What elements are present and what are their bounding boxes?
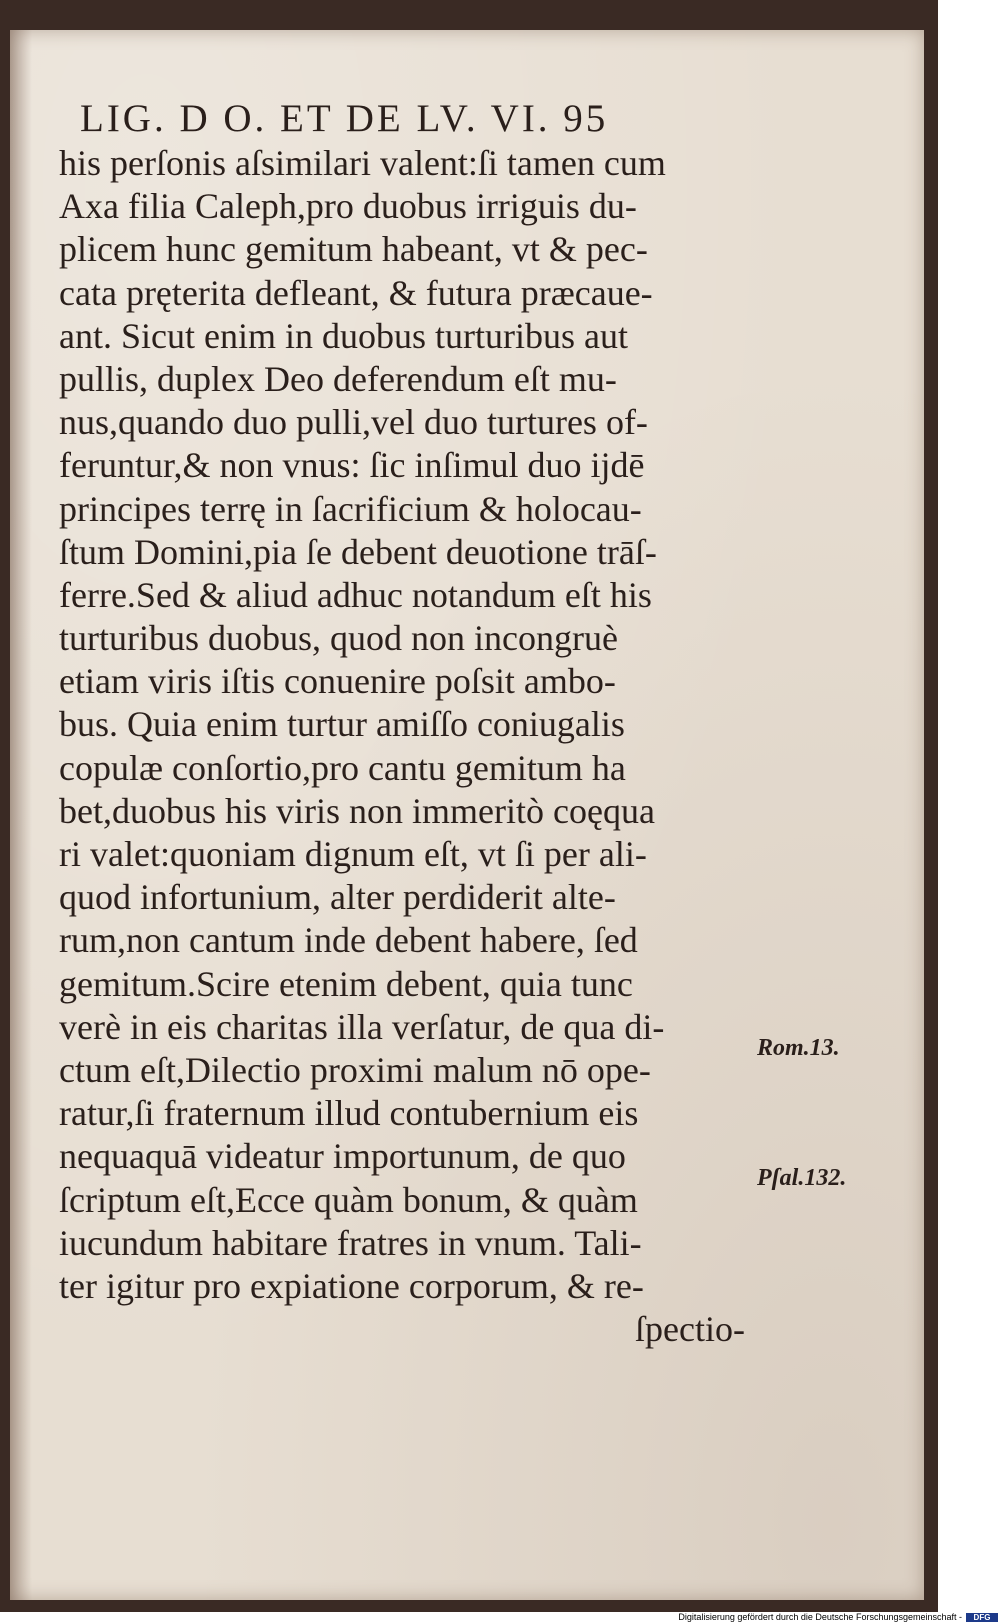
text-line: principes terrę in ſacrificium & holocau- bbox=[59, 488, 642, 529]
running-head: LIG. D O. ET DE LV. VI. 95 bbox=[80, 97, 609, 140]
text-line: ſtum Domini,pia ſe debent deuotione trāſ- bbox=[59, 531, 657, 572]
text-line: Axa filia Caleph,pro duobus irriguis du- bbox=[59, 186, 637, 227]
text-line: ant. Sicut enim in duobus turturibus aut bbox=[59, 315, 628, 356]
text-line: gemitum.Scire etenim debent, quia tunc bbox=[59, 963, 633, 1004]
text-line: etiam viris iſtis conuenire poſsit ambo- bbox=[59, 661, 616, 702]
body-text bbox=[59, 142, 749, 1351]
catchword: ſpectio- bbox=[635, 1309, 745, 1350]
text-line: ter igitur pro expiatione corporum, & re- bbox=[59, 1265, 644, 1306]
text-line: ratur,ſi fraternum illud contubernium eis bbox=[59, 1093, 639, 1134]
text-line: ctum eſt,Dilectio proximi malum nō ope- bbox=[59, 1049, 651, 1090]
text-line: ſcriptum eſt,Ecce quàm bonum, & quàm bbox=[59, 1179, 638, 1220]
text-line: iucundum habitare fratres in vnum. Tali- bbox=[59, 1222, 642, 1263]
digitization-footer bbox=[0, 1612, 1000, 1623]
text-line: cata pręterita defleant, & futura præcaue- bbox=[59, 272, 653, 313]
dfg-logo: DFG bbox=[966, 1613, 998, 1622]
footer-credit: Digitalisierung gefördert durch die Deutsche Forschungsgemeinschaft - bbox=[678, 1612, 962, 1622]
text-line: rum,non cantum inde debent habere, ſed bbox=[59, 920, 638, 961]
text-line: plicem hunc gemitum habeant, vt & pec- bbox=[59, 229, 648, 270]
text-line: turturibus duobus, quod non incongruè bbox=[59, 618, 618, 659]
text-line: quod infortunium, alter perdiderit alte- bbox=[59, 877, 616, 918]
page-gutter-shadow bbox=[10, 30, 32, 1600]
text-line: bus. Quia enim turtur amiſſo coniugalis bbox=[59, 704, 625, 745]
text-line: nus,quando duo pulli,vel duo turtures of- bbox=[59, 402, 648, 443]
margin-note-psalm: Pſal.132. bbox=[757, 1165, 847, 1191]
text-line: verè in eis charitas illa verſatur, de qua di- bbox=[59, 1006, 665, 1047]
text-line: his perſonis aſsimilari valent:ſi tamen cum bbox=[59, 143, 666, 183]
text-line: ferre.Sed & aliud adhuc notandum eſt his bbox=[59, 574, 652, 615]
text-line: pullis, duplex Deo deferendum eſt mu- bbox=[59, 358, 617, 399]
text-line: nequaquā videatur importunum, de quo bbox=[59, 1136, 626, 1177]
margin-note-romans: Rom.13. bbox=[757, 1035, 840, 1061]
text-line: copulæ conſortio,pro cantu gemitum ha bbox=[59, 747, 626, 788]
text-line: ri valet:quoniam dignum eſt, vt ſi per ali- bbox=[59, 834, 647, 874]
text-line: bet,duobus his viris non immeritò coęqua bbox=[59, 790, 655, 831]
text-line: feruntur,& non vnus: ſic inſimul duo ijdē bbox=[59, 445, 645, 486]
